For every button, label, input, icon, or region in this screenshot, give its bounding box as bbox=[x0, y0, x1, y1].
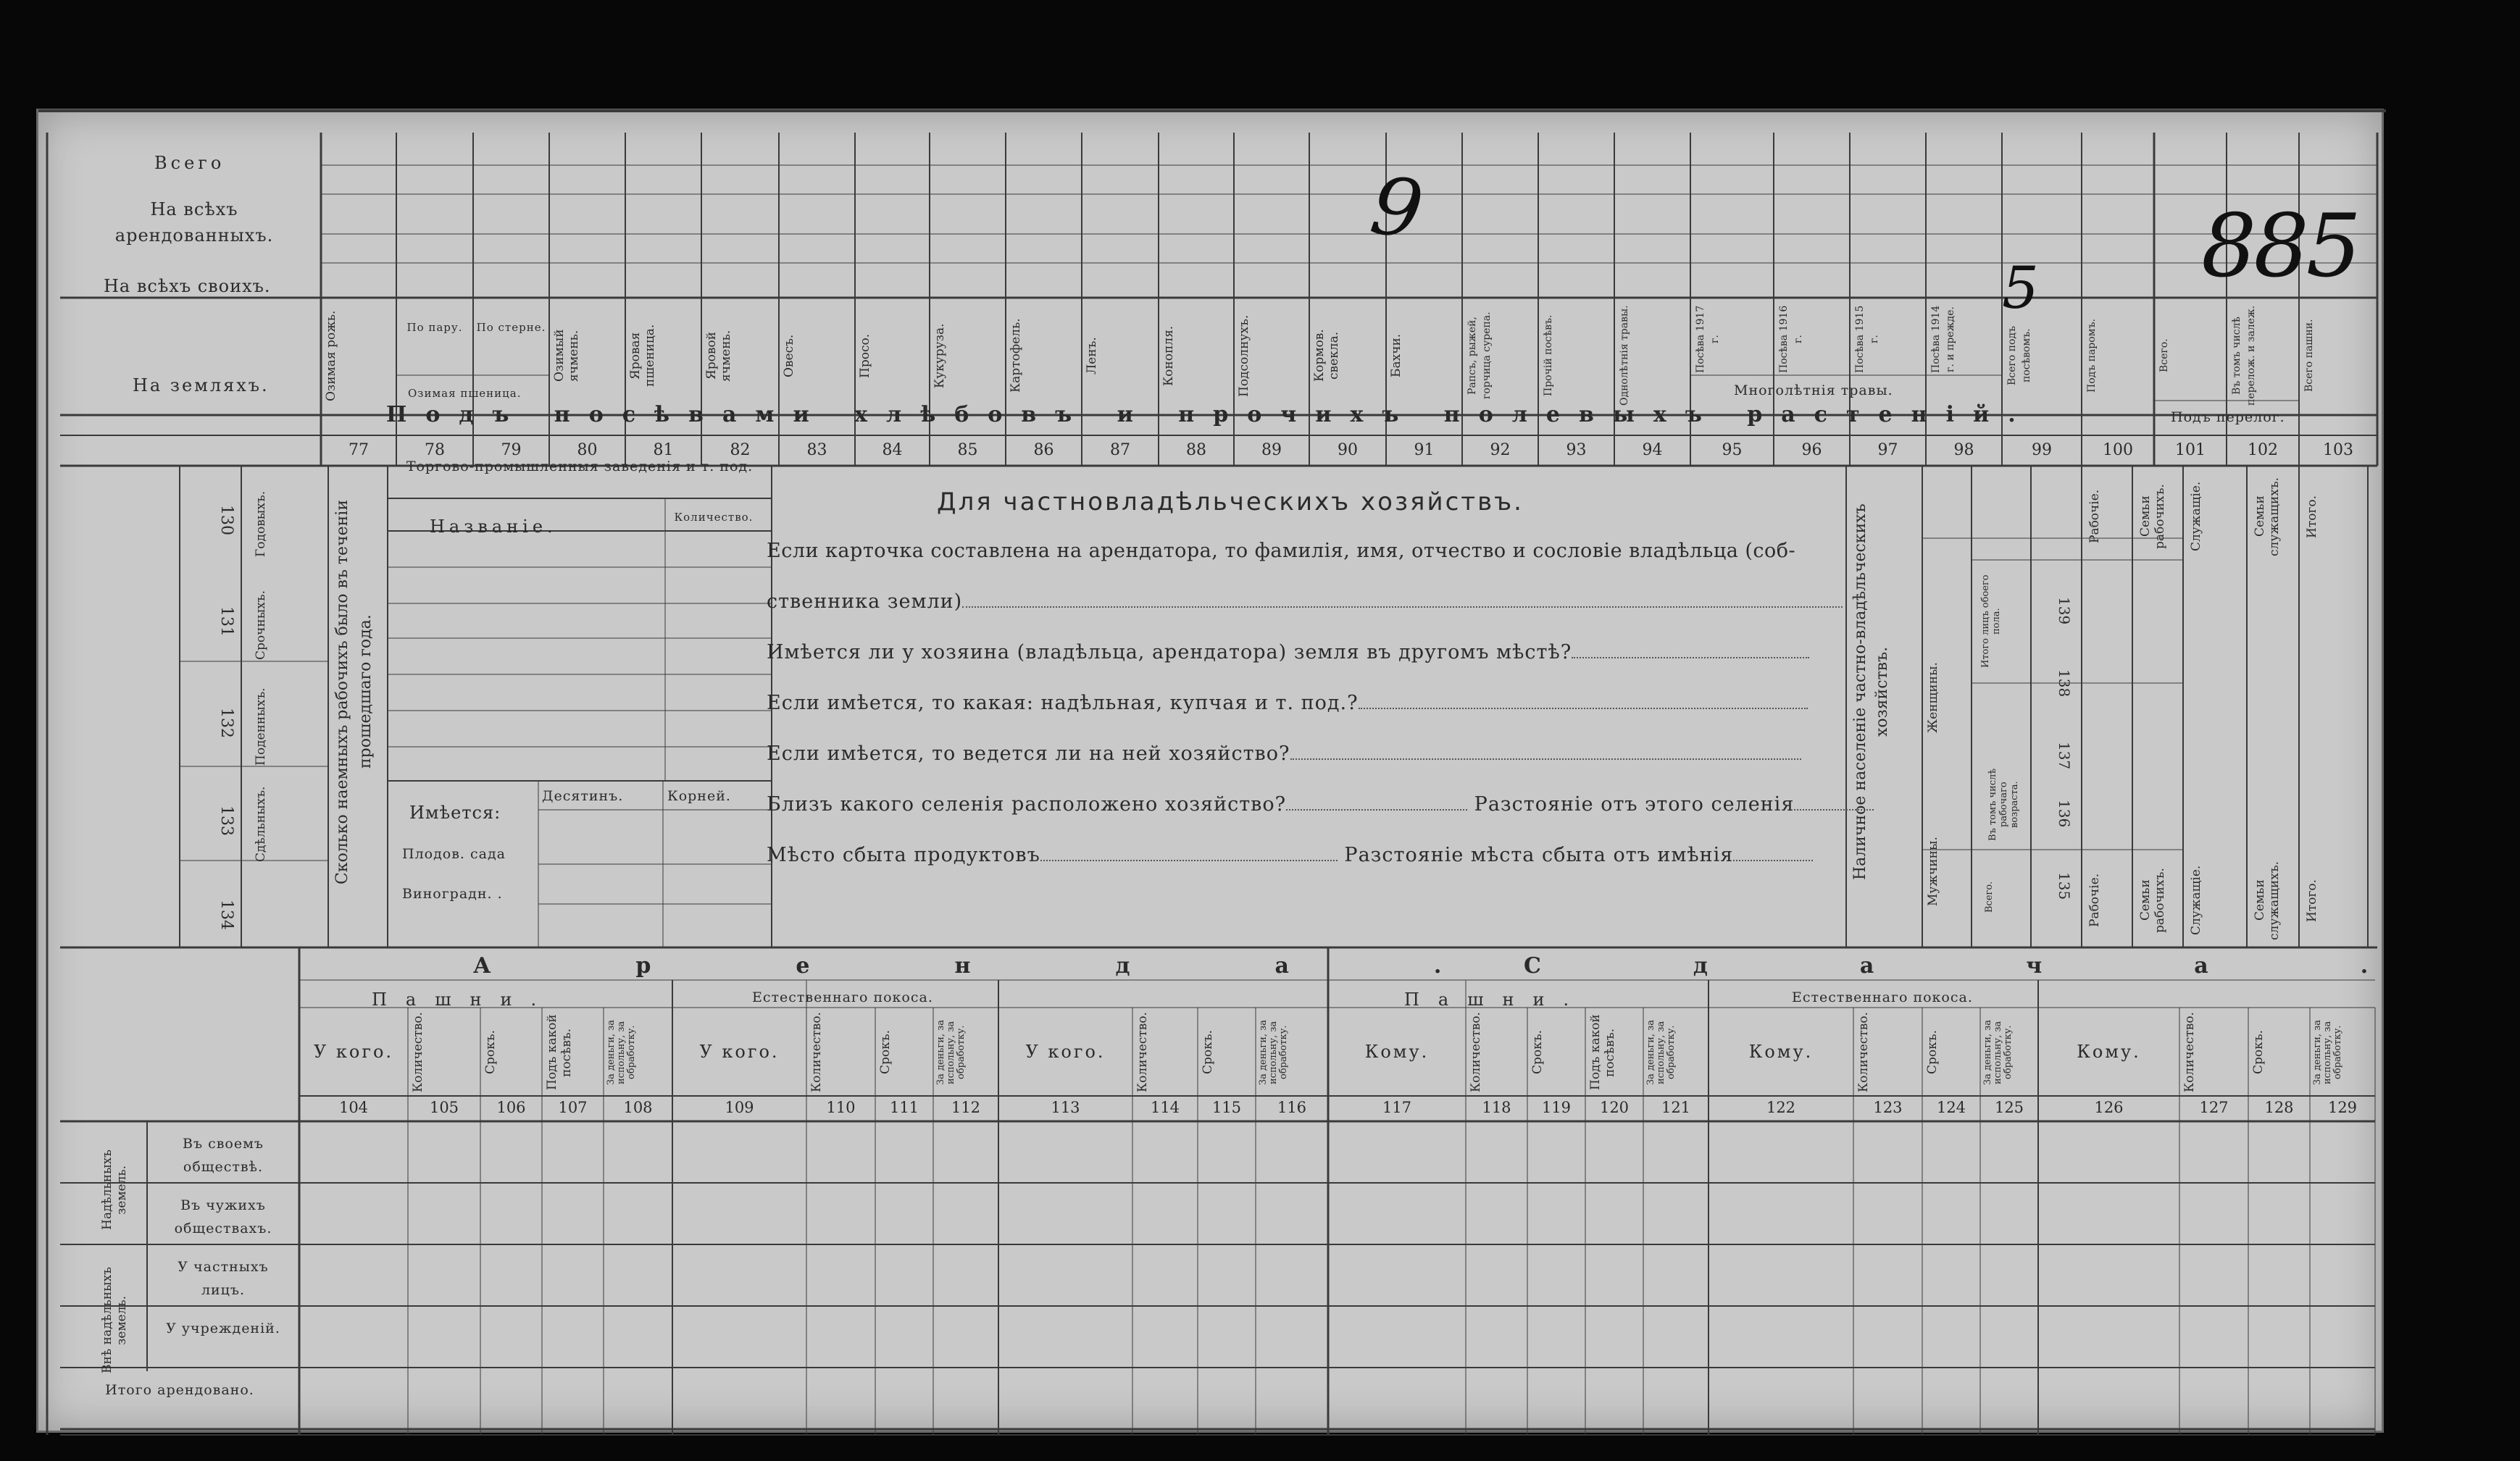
hired-col-num: 130 bbox=[217, 505, 235, 535]
lease-col-num: 121 bbox=[1661, 1099, 1691, 1116]
answer-field-owner[interactable] bbox=[962, 606, 1843, 608]
lease-col-label: Кому. bbox=[1748, 1042, 1814, 1062]
fruit-garden-label: Плодов. сада bbox=[402, 846, 506, 862]
crop-col-num: 82 bbox=[730, 441, 751, 459]
lease-col-label: Количество. bbox=[411, 1012, 425, 1092]
vineyard-label: Виноградн. . bbox=[402, 886, 503, 902]
sdacha-banner: Сдача. bbox=[1524, 953, 2520, 979]
question-market-distance: Разстоянiе мѣста сбыта отъ имѣнiя bbox=[1344, 844, 1734, 866]
lease-col-num: 126 bbox=[2094, 1099, 2124, 1116]
crop-col-num: 98 bbox=[1953, 441, 1974, 459]
hired-col-label: Годовыхъ. bbox=[254, 490, 268, 557]
lease-row-label: Въ своемъ обществѣ. bbox=[183, 1136, 264, 1175]
crop-col-num: 80 bbox=[577, 441, 598, 459]
population-title: Наличное населенiе частно-владѣльческихъ хозяйствъ. bbox=[1851, 503, 1891, 880]
group-mnogoletnie: Многолѣтнiя травы. bbox=[1734, 382, 1893, 398]
handwritten-mark-top: 9 bbox=[1365, 158, 1429, 258]
lease-col-label: Кому. bbox=[1364, 1042, 1430, 1062]
pop-right-col-bottom: Итого. bbox=[2305, 879, 2319, 922]
pop-total-both: Итого лицъ обоего пола. bbox=[1980, 574, 2002, 669]
group-pod-perelog: Подъ перелог. bbox=[2171, 409, 2285, 425]
lease-row-label: У частныхъ лицъ. bbox=[178, 1259, 269, 1298]
crop-col-num: 100 bbox=[2103, 441, 2133, 459]
pop-men-total: Всего. bbox=[1984, 881, 1995, 913]
lease-col-num: 114 bbox=[1150, 1099, 1180, 1116]
pop-right-col-bottom: Служащiе. bbox=[2189, 865, 2203, 936]
lease-col-num: 117 bbox=[1382, 1099, 1412, 1116]
crop-col-label: Яровой ячмень. bbox=[704, 330, 733, 382]
lease-col-label: Срокъ. bbox=[483, 1030, 498, 1075]
lease-col-num: 108 bbox=[623, 1099, 653, 1116]
crop-col-label: Бахчи. bbox=[1389, 333, 1403, 378]
question-village-distance: Разстоянiе отъ этого селенiя bbox=[1474, 793, 1795, 816]
crop-col-num: 101 bbox=[2175, 441, 2206, 459]
hired-col-label: Поденныхъ. bbox=[254, 687, 268, 766]
lease-col-num: 123 bbox=[1873, 1099, 1903, 1116]
row-label-lands: На земляхъ. bbox=[133, 375, 270, 395]
lease-col-label: За деньги, за испольну, за обработку. bbox=[935, 1020, 967, 1086]
crop-col-label: Кукуруза. bbox=[933, 323, 947, 388]
lease-col-num: 127 bbox=[2199, 1099, 2229, 1116]
question-land-type-text: Если имѣется, то какая: надѣльная, купчая и т. под.? bbox=[767, 692, 1359, 714]
lease-col-label: Количество. bbox=[1135, 1012, 1150, 1092]
lease-col-num: 106 bbox=[496, 1099, 526, 1116]
lease-col-label: За деньги, за испольну, за обработку. bbox=[606, 1020, 637, 1086]
crop-col-label: Ленъ. bbox=[1085, 337, 1099, 374]
desyatin-header: Десятинъ. bbox=[542, 788, 624, 804]
crop-col-num: 102 bbox=[2248, 441, 2278, 459]
crop-col-num: 90 bbox=[1338, 441, 1358, 459]
crop-col-label: Яровая пшеница. bbox=[628, 324, 657, 388]
census-card bbox=[36, 109, 2520, 1433]
crop-col-num: 94 bbox=[1642, 441, 1663, 459]
lease-col-label: За деньги, за испольну, за обработку. bbox=[1982, 1020, 2014, 1086]
lease-col-label: За деньги, за испольну, за обработку. bbox=[1258, 1020, 1289, 1086]
crop-col-label: Картофель. bbox=[1009, 318, 1023, 393]
crop-col-label: Озимый ячмень. bbox=[552, 329, 581, 382]
lease-col-num: 109 bbox=[725, 1099, 754, 1116]
lease-col-num: 122 bbox=[1766, 1099, 1796, 1116]
crop-col-label: По пару. bbox=[406, 321, 463, 334]
answer-field-farming[interactable] bbox=[1290, 758, 1801, 760]
name-header: Названiе. bbox=[430, 516, 557, 537]
lease-row-label: Въ чужихъ обществахъ. bbox=[174, 1197, 272, 1236]
pop-women: Женщины. bbox=[1926, 662, 1940, 733]
crop-col-label: Подъ паромъ. bbox=[2086, 319, 2098, 393]
crop-col-label: Посѣва 1914 г. и прежде. bbox=[1930, 305, 1956, 374]
crop-col-num: 85 bbox=[957, 441, 978, 459]
crop-col-num: 88 bbox=[1186, 441, 1206, 459]
crop-col-label: Всего. bbox=[2158, 338, 2170, 373]
lease-col-label: Подъ какой посѣвъ. bbox=[545, 1014, 574, 1091]
lease-col-num: 113 bbox=[1051, 1099, 1080, 1116]
crop-col-label: Всего пашни. bbox=[2303, 319, 2315, 393]
crop-col-label: Рапсъ, рыжей, горчица сурепа. bbox=[1466, 311, 1493, 400]
question-owner-line2-text: ственника земли) bbox=[767, 590, 963, 613]
lease-col-label: За деньги, за испольну, за обработку. bbox=[2312, 1020, 2343, 1086]
pop-right-col-top: Семьи служащихъ. bbox=[2253, 477, 2282, 556]
question-farming bbox=[767, 742, 1801, 765]
crop-col-num: 91 bbox=[1414, 441, 1435, 459]
pop-right-col-top: Итого. bbox=[2305, 495, 2319, 538]
lease-col-num: 115 bbox=[1211, 1099, 1242, 1116]
lease-row-label: У учрежденiй. bbox=[166, 1320, 280, 1336]
hired-col-num: 132 bbox=[217, 708, 235, 738]
question-land-type bbox=[767, 692, 1808, 714]
answer-field-village[interactable] bbox=[1286, 809, 1467, 811]
lease-col-num: 112 bbox=[951, 1099, 981, 1116]
question-owner-line1: Если карточка составлена на арендатора, то фамилiя, имя, отчество и сословiе владѣльца (соб- bbox=[767, 540, 1796, 562]
arenda-pashni: Пашни. bbox=[372, 989, 556, 1010]
lease-col-num: 111 bbox=[889, 1099, 919, 1116]
question-other-land bbox=[767, 641, 1809, 663]
arenda-pokos: Естественнаго покоса. bbox=[752, 989, 933, 1005]
lease-col-num: 118 bbox=[1482, 1099, 1511, 1116]
pop-right-col-bottom: Рабочiе. bbox=[2087, 873, 2102, 928]
crop-col-num: 78 bbox=[425, 441, 445, 459]
pop-men: Мужчины. bbox=[1926, 837, 1940, 906]
lease-col-label: За деньги, за испольну, за обработку. bbox=[1645, 1020, 1677, 1086]
lease-col-label: Срокъ. bbox=[2251, 1030, 2266, 1075]
lease-col-label: Количество. bbox=[1469, 1012, 1483, 1092]
crop-col-num: 84 bbox=[882, 441, 903, 459]
crop-col-label: По стерне. bbox=[476, 321, 546, 334]
crop-col-label: Въ томъ числѣ перелож. и залеж. bbox=[2231, 305, 2257, 406]
crop-col-num: 95 bbox=[1722, 441, 1743, 459]
crop-col-label: Подсолнухъ. bbox=[1237, 314, 1251, 397]
answer-field-market-distance[interactable] bbox=[1733, 860, 1813, 861]
qty-header: Количество. bbox=[674, 511, 754, 524]
pop-right-col-bottom: Семьи служащихъ. bbox=[2253, 861, 2282, 940]
question-market bbox=[767, 844, 1813, 866]
pop-men-working: Въ томъ числѣ рабочаго возраста. bbox=[1987, 768, 2020, 841]
question-farming-text: Если имѣется, то ведется ли на ней хозяйство? bbox=[767, 742, 1290, 765]
pop-col-num: 138 bbox=[2056, 669, 2073, 698]
crop-col-label: Кормов. свекла. bbox=[1312, 329, 1341, 382]
crop-col-num: 83 bbox=[806, 441, 827, 459]
handwritten-mark-five: 5 bbox=[2002, 254, 2039, 322]
lease-col-num: 110 bbox=[826, 1099, 856, 1116]
lease-col-num: 125 bbox=[1994, 1099, 2024, 1116]
row-label-rented-a bbox=[104, 196, 285, 248]
lease-col-num: 116 bbox=[1277, 1099, 1307, 1116]
crop-col-label: Просо. bbox=[858, 333, 872, 378]
crop-col-num: 99 bbox=[2032, 441, 2052, 459]
pop-right-col-top: Семьи рабочихъ. bbox=[2138, 484, 2167, 549]
crop-col-num: 96 bbox=[1801, 441, 1822, 459]
lease-col-label: Кому. bbox=[2077, 1042, 2141, 1062]
crop-col-num: 77 bbox=[349, 441, 369, 459]
lease-row-label: Итого арендовано. bbox=[105, 1382, 254, 1398]
crop-col-label: Овесъ. bbox=[782, 334, 796, 377]
crop-col-num: 81 bbox=[653, 441, 674, 459]
group-nadel: Надѣльныхъ земель. bbox=[100, 1150, 129, 1231]
pop-right-col-top: Служащiе. bbox=[2189, 481, 2203, 552]
question-other-land-text: Имѣется ли у хозяина (владѣльца, арендатора) земля въ другомъ мѣстѣ? bbox=[767, 641, 1572, 663]
lease-col-label: У кого. bbox=[1025, 1042, 1106, 1062]
question-village bbox=[767, 793, 1874, 816]
pop-col-num: 139 bbox=[2056, 596, 2073, 625]
pop-right-col-bottom: Семьи рабочихъ. bbox=[2138, 868, 2167, 933]
handwritten-number: 885 bbox=[2201, 196, 2359, 297]
row-label-own: На всѣхъ своихъ. bbox=[104, 276, 271, 296]
sdacha-pokos: Естественнаго покоса. bbox=[1792, 989, 1973, 1005]
crop-col-num: 79 bbox=[501, 441, 522, 459]
pop-col-num: 137 bbox=[2056, 741, 2073, 770]
crop-col-num: 86 bbox=[1033, 441, 1054, 459]
lease-col-num: 120 bbox=[1599, 1099, 1630, 1116]
crop-col-label: Посѣва 1917 г. bbox=[1695, 305, 1721, 374]
lease-col-label: Количество. bbox=[2182, 1012, 2197, 1092]
answer-field-land-type[interactable] bbox=[1359, 708, 1808, 709]
lease-col-label: Количество. bbox=[809, 1012, 824, 1092]
hired-col-num: 131 bbox=[217, 606, 235, 637]
lease-col-label: Срокъ. bbox=[1201, 1030, 1215, 1075]
pop-right-col-top: Рабочiе. bbox=[2087, 489, 2102, 544]
trade-title: Торгово-промышленныя заведенiя и т. под. bbox=[406, 459, 754, 474]
crop-col-label: Всего подъ посѣвомъ. bbox=[2006, 326, 2032, 385]
question-village-text: Близъ какого селенiя расположено хозяйство? bbox=[767, 793, 1287, 816]
lease-col-num: 128 bbox=[2264, 1099, 2294, 1116]
hired-col-label: Срочныхъ. bbox=[254, 590, 268, 661]
question-owner-line2 bbox=[767, 590, 1843, 613]
hired-col-num: 133 bbox=[217, 805, 235, 836]
lease-col-num: 104 bbox=[338, 1099, 369, 1116]
lease-col-num: 124 bbox=[1936, 1099, 1966, 1116]
has-label: Имѣется: bbox=[409, 803, 501, 823]
crop-col-num: 87 bbox=[1110, 441, 1130, 459]
hired-col-label: Сдѣльныхъ. bbox=[254, 786, 268, 863]
lease-col-num: 105 bbox=[429, 1099, 459, 1116]
arenda-banner: Аренда. bbox=[473, 953, 1587, 979]
row-label-rented: На всѣхъ арендованныхъ. bbox=[114, 199, 274, 246]
crop-col-label: Посѣва 1915 г. bbox=[1854, 305, 1880, 374]
crop-col-label: Прочiй посѣвъ. bbox=[1543, 314, 1554, 397]
crop-col-num: 89 bbox=[1261, 441, 1282, 459]
lease-col-label: Срокъ. bbox=[1530, 1030, 1545, 1075]
crop-col-num: 92 bbox=[1490, 441, 1511, 459]
lease-col-num: 129 bbox=[2327, 1099, 2358, 1116]
answer-field-other-land[interactable] bbox=[1572, 657, 1809, 658]
hired-workers-label: Сколько наемныхъ рабочихъ было въ теченiи прошедшаго года. bbox=[333, 499, 375, 884]
answer-field-market[interactable] bbox=[1040, 860, 1338, 861]
questions-title: Для частновладѣльческихъ хозяйствъ. bbox=[937, 487, 1524, 516]
crop-col-num: 97 bbox=[1877, 441, 1898, 459]
lease-col-num: 107 bbox=[558, 1099, 588, 1116]
crop-col-num: 93 bbox=[1566, 441, 1587, 459]
crop-col-num: 103 bbox=[2323, 441, 2353, 459]
pop-col-num: 136 bbox=[2056, 799, 2073, 828]
lease-col-label: Количество. bbox=[1856, 1012, 1871, 1092]
row-label-total: Всего bbox=[154, 153, 225, 173]
lease-col-label: У кого. bbox=[313, 1042, 394, 1062]
crop-col-label: Конопля. bbox=[1161, 325, 1176, 386]
sdacha-pashni: Пашни. bbox=[1404, 989, 1588, 1010]
lease-col-label: Срокъ. bbox=[1925, 1030, 1940, 1075]
sown-crops-banner: Подъ посѣвами хлѣбовъ и прочихъ полевыхъ растенiй. bbox=[386, 402, 2035, 427]
hired-col-num: 134 bbox=[217, 900, 235, 930]
group-ozimaya-pshenitsa: Озимая пшеница. bbox=[408, 387, 522, 400]
question-market-text: Мѣсто сбыта продуктовъ bbox=[767, 844, 1040, 866]
lease-col-label: Подъ какой посѣвъ. bbox=[1588, 1014, 1617, 1091]
korney-header: Корней. bbox=[667, 788, 731, 804]
group-vne-nadel: Внѣ надѣльныхъ земель. bbox=[100, 1267, 129, 1374]
crop-col-label: Однолѣтнiя травы. bbox=[1619, 305, 1630, 406]
crop-col-label: Озимая рожь. bbox=[324, 310, 338, 401]
lease-col-num: 119 bbox=[1541, 1099, 1572, 1116]
lease-col-label: Срокъ. bbox=[878, 1030, 893, 1075]
lease-col-label: У кого. bbox=[699, 1042, 780, 1062]
crop-col-label: Посѣва 1916 г. bbox=[1778, 305, 1804, 374]
pop-col-num: 135 bbox=[2056, 871, 2073, 900]
